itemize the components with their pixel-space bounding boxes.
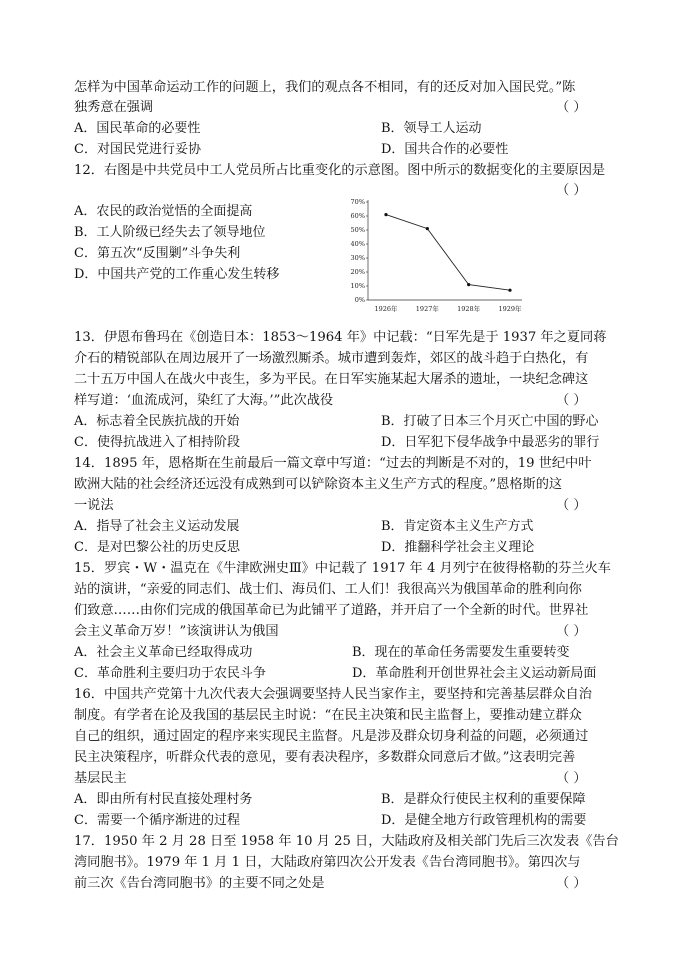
q15-option-a: A．社会主义革命已经取得成功 (74, 645, 253, 660)
q12-option-b: B．工人阶级已经失去了领导地位 (74, 225, 266, 240)
q11-option-d: D．国共合作的必要性 (381, 142, 509, 157)
q13-option-a: A．标志着全民族抗战的开始 (74, 414, 240, 429)
q15-line-3: 们致意……由你们完成的俄国革命已为此铺平了道路，并开启了一个全新的时代。世界社 (74, 603, 589, 618)
chart-y-tick-label: 10% (350, 282, 365, 291)
worker-member-ratio-chart (340, 194, 530, 318)
q11-line-1: 怎样为中国革命运动工作的问题上，我们的观点各不相同，有的还反对加入国民党。”陈 (74, 80, 576, 95)
chart-points (384, 213, 511, 292)
q15-option-b: B．现在的革命任务需要发生重要转变 (352, 645, 570, 660)
q12-line-1: 12．右图是中共党员中工人党员所占比重变化的示意图。图中所示的数据变化的主要原因是 (74, 163, 606, 178)
chart-axes (368, 200, 522, 300)
q12-answer-paren: （ ） (556, 183, 587, 198)
q15-line-4: 会主义革命万岁！”该演讲认为俄国 (74, 624, 279, 639)
chart-x-ticks (374, 304, 522, 313)
q17-line-3: 前三次《告台湾同胞书》的主要不同之处是 (74, 876, 325, 891)
chart-data-point (508, 289, 511, 292)
q17-answer-paren: （ ） (556, 876, 587, 891)
q11-answer-paren: （ ） (556, 100, 587, 115)
q13-option-d: D．日军犯下侵华战争中最恶劣的罪行 (381, 435, 600, 450)
chart-x-tick-label: 1927年 (415, 305, 439, 313)
q11-option-a: A．国民革命的必要性 (74, 121, 201, 136)
q15-option-c: C．革命胜利主要归功于农民斗争 (74, 666, 266, 681)
chart-x-tick-label: 1928年 (457, 305, 481, 313)
q15-option-d: D．革命胜利开创世界社会主义运动新局面 (352, 666, 597, 681)
q11-option-c: C．对国民党进行妥协 (74, 142, 201, 157)
q15-answer-paren: （ ） (556, 624, 587, 639)
q15-line-1: 15．罗宾・W・温克在《牛津欧洲史Ⅲ》中记载了 1917 年 4 月列宁在彼得格勒的芬兰火车 (74, 561, 611, 576)
chart-data-point (384, 213, 387, 216)
q16-line-5: 基层民主 (74, 771, 127, 786)
chart-series-polyline (386, 215, 510, 291)
q14-answer-paren: （ ） (556, 498, 587, 513)
q16-option-b: B．是群众行使民主权利的重要保障 (381, 792, 586, 807)
chart-x-tick-label: 1926年 (374, 305, 398, 313)
q16-line-3: 自己的组织，通过固定的程序来实现民主监督。凡是涉及群众切身利益的问题，必须通过 (74, 729, 589, 744)
q16-line-2: 制度。有学者在论及我国的基层民主时说：“在民主决策和民主监督上，要推动建立群众 (74, 708, 582, 723)
chart-y-tick-label: 30% (350, 254, 365, 263)
q16-line-1: 16．中国共产党第十九次代表大会强调要坚持人民当家作主，要坚持和完善基层群众自治 (74, 687, 592, 702)
q13-line-3: 二十五万中国人在战火中丧生，多为平民。在日军实施某起大屠杀的遗址，一块纪念碑这 (74, 372, 589, 387)
q14-option-a: A．指导了社会主义运动发展 (74, 519, 240, 534)
q16-line-4: 民主决策程序，听群众代表的意见，要有表决程序，多数群众同意后才做。”这表明完善 (74, 750, 576, 765)
q14-option-d: D．推翻科学社会主义理论 (381, 540, 535, 555)
q16-answer-paren: （ ） (556, 771, 587, 786)
q13-answer-paren: （ ） (556, 393, 587, 408)
chart-data-point (467, 283, 470, 286)
q13-line-2: 介石的精锐部队在周边展开了一场激烈厮杀。城市遭到轰炸，郊区的战斗趋于白热化，有 (74, 351, 589, 366)
q14-option-c: C．是对巴黎公社的历史反思 (74, 540, 240, 555)
q14-line-2: 欧洲大陆的社会经济还远没有成熟到可以铲除资本主义生产方式的程度。”恩格斯的这 (74, 477, 563, 492)
chart-y-tick-label: 60% (350, 212, 365, 221)
chart-y-tick-label: 50% (350, 226, 365, 235)
q14-option-b: B．肯定资本主义生产方式 (381, 519, 534, 534)
q12-option-d: D．中国共产党的工作重心发生转移 (74, 267, 280, 282)
q13-option-c: C．使得抗战进入了相持阶段 (74, 435, 240, 450)
q12-option-c: C．第五次“反围剿”斗争失利 (74, 246, 241, 261)
q14-line-1: 14．1895 年，恩格斯在生前最后一篇文章中写道：“过去的判断是不对的，19 世纪中叶 (74, 456, 592, 471)
q17-line-2: 湾同胞书》。1979 年 1 月 1 日，大陆政府第四次公开发表《告台湾同胞书》。第四次与 (74, 855, 581, 870)
q16-option-d: D．是健全地方行政管理机构的需要 (381, 813, 587, 828)
q12-option-a: A．农民的政治觉悟的全面提高 (74, 204, 253, 219)
chart-y-ticks (351, 198, 368, 304)
q13-option-b: B．打破了日本三个月灭亡中国的野心 (381, 414, 599, 429)
chart-y-tick-label: 40% (350, 240, 365, 249)
q17-line-1: 17．1950 年 2 月 28 日至 1958 年 10 月 25 日，大陆政府及相关部门先后三次发表《告台 (74, 834, 619, 849)
q13-line-1: 13．伊恩布鲁玛在《创造日本：1853～1964 年》中记载：“日军先是于 1937 年之夏同蒋 (74, 330, 607, 345)
chart-y-tick-label: 20% (350, 268, 365, 277)
q11-option-b: B．领导工人运动 (381, 121, 482, 136)
q16-option-c: C．需要一个循序渐进的过程 (74, 813, 240, 828)
chart-y-tick-label: 0% (354, 296, 365, 305)
q13-line-4: 样写道：‘血流成河，染红了大海。’”此次战役 (74, 393, 334, 408)
chart-series-line (386, 215, 510, 291)
q15-line-2: 站的演讲，“亲爱的同志们、战士们、海员们、工人们！我很高兴为俄国革命的胜利向你 (74, 582, 582, 597)
q16-option-a: A．即由所有村民直接处理村务 (74, 792, 253, 807)
q11-line-2: 独秀意在强调 (74, 100, 154, 115)
chart-x-tick-label: 1929年 (498, 305, 522, 313)
chart-y-tick-label: 70% (350, 198, 365, 207)
chart-data-point (426, 227, 429, 230)
q14-line-3: 一说法 (74, 498, 114, 513)
